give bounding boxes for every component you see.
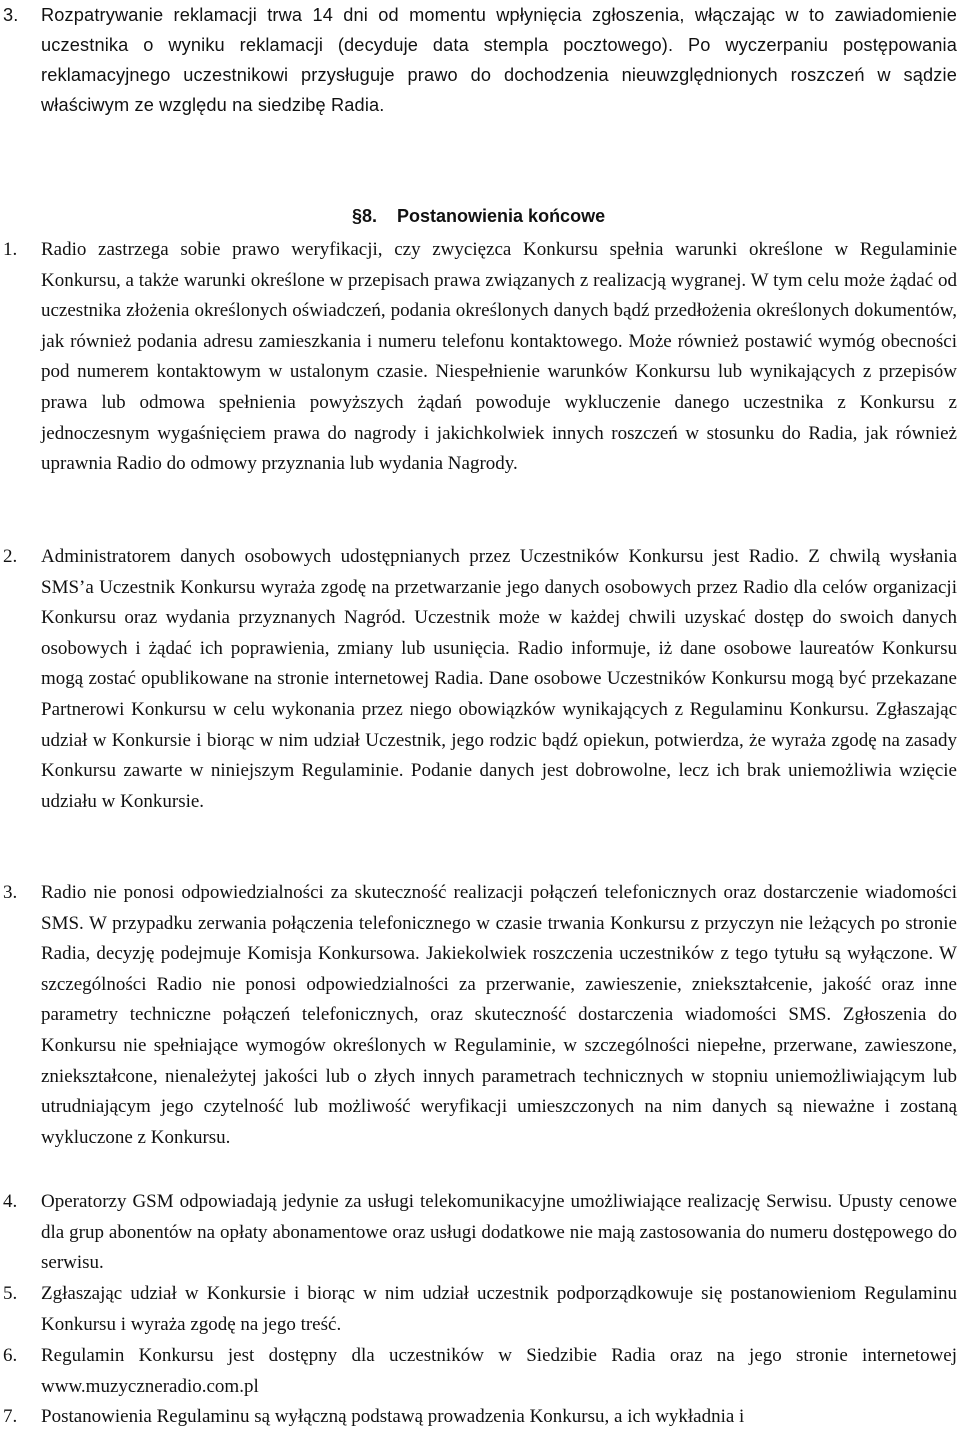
item-text: Radio nie ponosi odpowiedzialności za skuteczność realizacji połączeń telefonicznych oraz dostarczenie wiadomości SMS. W przypadku zerwania połączenia telefonicznego w czasie trwania Konkursu z przyczyn nie leżących po stronie Radia, decyzję podejmuje Komisja Konkursowa. Jakiekolwiek roszczenia uczestników z tego tytułu są wyłączone. W szczególności Radio nie ponosi odpowiedzialności za przerwanie, zawieszenie, zniekształcenie, jakość oraz inne parametry techniczne połączeń telefonicznych, oraz skuteczność dostarczenia wiadomości SMS. Zgłoszenia do Konkursu nie spełniające wymogów określonych w Regulaminie, w szczególności niepełne, przerwane, zawieszone, zniekształcone, nienależytej jakości lub o złych innych parametrach technicznych w stopniu uniemożliwiającym lub utrudniającym jego czytelność lub możliwość weryfikacji umieszczonych na nim danych są nieważne i zostaną wykluczone z Konkursu.	[41, 882, 957, 1148]
item-number: 1.	[3, 239, 18, 260]
list-item	[0, 1187, 960, 1279]
item-text: Rozpatrywanie reklamacji trwa 14 dni od momentu wpłynięcia zgłoszenia, włączając w to zawiadomienie uczestnika o wyniku reklamacji (decyduje data stempla pocztowego). Po wyczerpaniu postępowania reklamacyjnego uczestnikowi przysługuje prawo do dochodzenia nieuwzględnionych roszczeń w sądzie właściwym ze względu na siedzibę Radia.	[41, 5, 957, 115]
section-number: §8.	[352, 206, 378, 226]
section-title: Postanowienia końcowe	[397, 206, 606, 226]
item-number: 6.	[3, 1345, 18, 1366]
item-number: 7.	[3, 1406, 18, 1427]
list-item	[0, 1402, 960, 1432]
item-text: Administratorem danych osobowych udostępnianych przez Uczestników Konkursu jest Radio. Z chwilą wysłania SMS’a Uczestnik Konkursu wyraża zgodę na przetwarzanie jego danych osobowych przez Radio dla celów organizacji Konkursu oraz wydania przyznanych Nagród. Uczestnik może w każdej chwili uzyskać dostęp do swoich danych osobowych i żądać ich poprawienia, zmiany lub usunięcia. Radio informuje, iż dane osobowe laureatów Konkursu mogą zostać opublikowane na stronie internetowej Radia. Dane osobowe Uczestników Konkursu mogą być przekazane Partnerowi Konkursu w celu wykonania przez niego obowiązków wynikających z Regulaminu Konkursu. Zgłaszając udział w Konkursie i biorąc w nim udział Uczestnik, jego rodzic bądź opiekun, potwierdza, że wyraża zgodę na zasady Konkursu zawarte w niniejszym Regulaminie. Podanie danych jest dobrowolne, lecz ich brak uniemożliwia wzięcie udziału w Konkursie.	[41, 546, 957, 812]
list-item	[0, 878, 960, 1153]
item-number: 3.	[3, 882, 18, 903]
item-text: Regulamin Konkursu jest dostępny dla uczestników w Siedzibie Radia oraz na jego stronie internetowej www.muzyczneradio.com.pl	[41, 1345, 957, 1397]
list-item	[0, 235, 960, 480]
list-item	[0, 0, 960, 120]
item-text: Postanowienia Regulaminu są wyłączną podstawą prowadzenia Konkursu, a ich wykładnia i	[41, 1406, 745, 1427]
item-number: 2.	[3, 546, 18, 567]
item-text: Zgłaszając udział w Konkursie i biorąc w nim udział uczestnik podporządkowuje się postanowieniom Regulaminu Konkursu i wyraża zgodę na jego treść.	[41, 1283, 957, 1335]
list-item	[0, 1279, 960, 1340]
section-heading	[352, 206, 605, 227]
list-item	[0, 1341, 960, 1402]
list-item	[0, 542, 960, 817]
item-number: 3.	[3, 5, 19, 25]
item-number: 5.	[3, 1283, 18, 1304]
item-text: Operatorzy GSM odpowiadają jedynie za usługi telekomunikacyjne umożliwiające realizację Serwisu. Upusty cenowe dla grup abonentów na opłaty abonamentowe oraz usługi dodatkowe nie mają zastosowania do numeru dostępowego do serwisu.	[41, 1191, 957, 1274]
item-number: 4.	[3, 1191, 18, 1212]
item-text: Radio zastrzega sobie prawo weryfikacji, czy zwycięzca Konkursu spełnia warunki określone w Regulaminie Konkursu, a także warunki określone w przepisach prawa związanych z realizacją wygranej. W tym celu może żądać od uczestnika złożenia określonych oświadczeń, podania określonych danych bądź przedłożenia określonych dokumentów, jak również podania adresu zamieszkania i numeru telefonu kontaktowego. Może również postawić wymóg obecności pod numerem kontaktowym w ustalonym czasie. Niespełnienie warunków Konkursu lub wynikających z przepisów prawa lub odmowa spełnienia powyższych żądań powoduje wykluczenie danego uczestnika z Konkursu z jednoczesnym wygaśnięciem prawa do nagrody i jakichkolwiek innych roszczeń w stosunku do Radia, jak również uprawnia Radio do odmowy przyznania lub wydania Nagrody.	[41, 239, 957, 475]
